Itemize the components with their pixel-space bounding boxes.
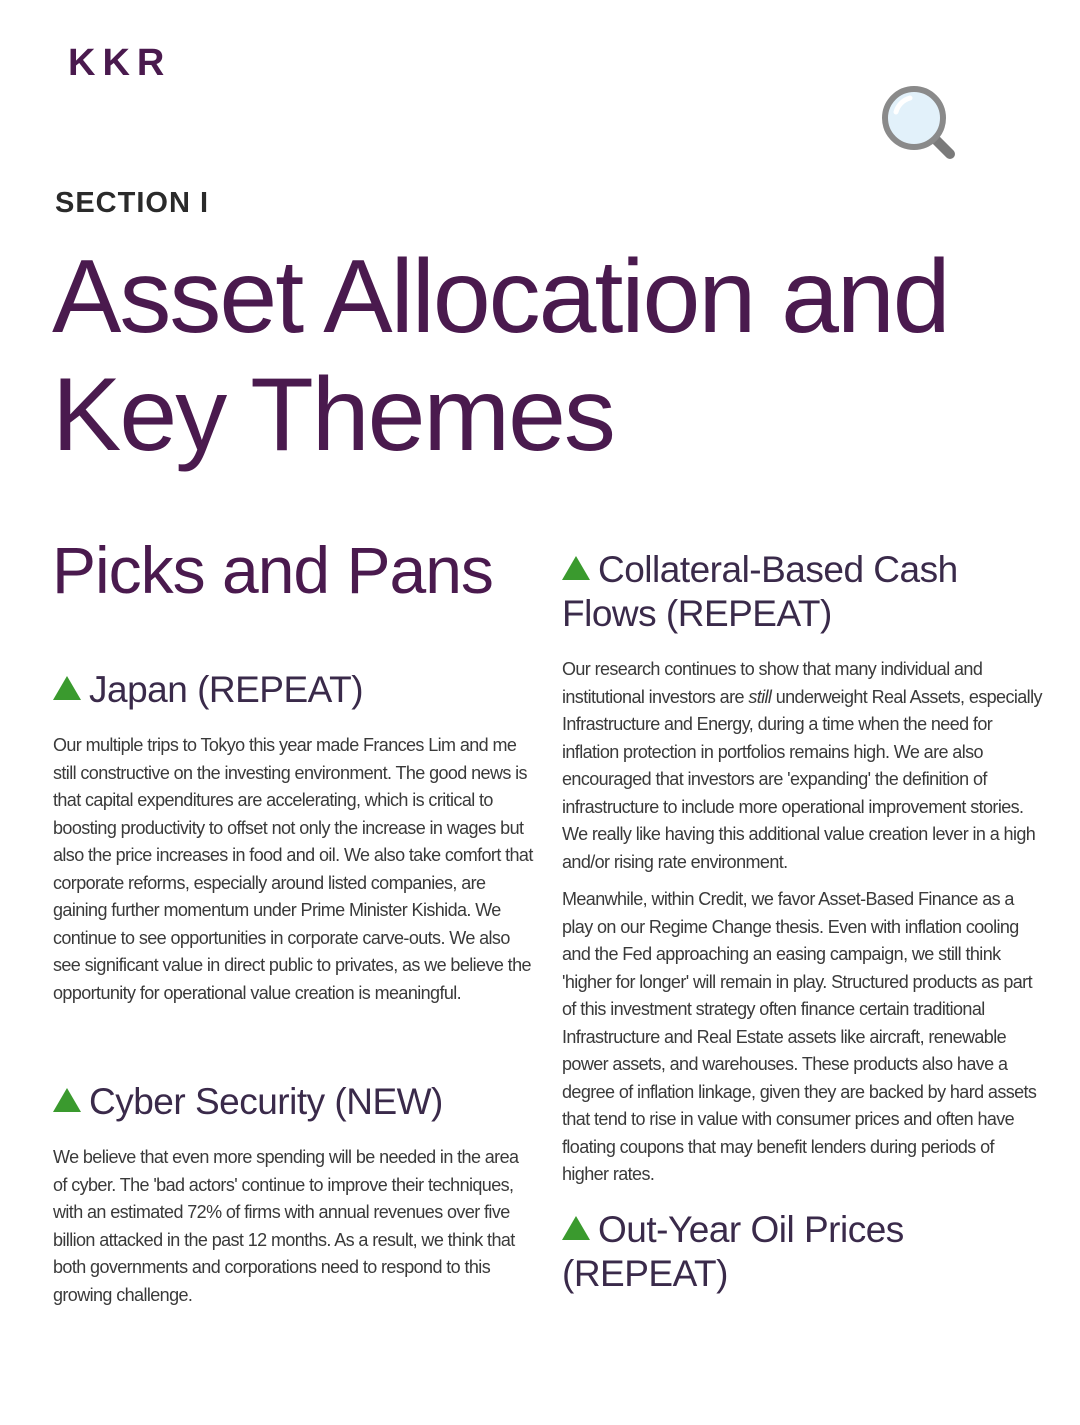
japan-heading [53,668,533,712]
oil-heading-line-2: (REPEAT) [562,1253,728,1294]
collateral-body-2: Meanwhile, within Credit, we favor Asset-Based Finance as a play on our Regime Change thesis. Even with inflation cooling and the Fed approaching an easing campaign, we still think 'higher for longer' will remain in play. Structured products as part of this investment strategy often finance certain traditional Infrastructure and Real Estate assets like aircraft, renewable power assets, and warehouses. These products also have a degree of inflation linkage, given they are backed by hard assets that tend to rise in value with consumer prices and often have floating coupons that may benefit lenders during periods of higher rates. [562,889,1037,1184]
collateral-heading [562,548,1044,636]
collateral-body-1 [562,656,1044,876]
kkr-logo: KKR [68,42,172,84]
collateral-section [562,548,1044,1189]
oil-heading [562,1208,1044,1296]
collateral-body-1-a: Our research continues to show that many individual and institutional investors are [562,659,983,707]
title-line-2: Key Themes [52,357,614,473]
collateral-body-1-b: underweight Real Assets, especially Infrastructure and Energy, during a time when the need for inflation protection in portfolios remains high. We are also encouraged that investors are 'expanding' the definition of infrastructure to include more operational improvement stories. We really like having this additional value creation lever in a high and/or rising rate environment. [562,686,1042,872]
picks-and-pans-heading: Picks and Pans [52,533,493,607]
oil-heading-line-1: Out-Year Oil Prices [598,1209,904,1250]
page-title [52,238,1052,474]
japan-section [53,668,533,1007]
up-triangle-icon [53,676,81,700]
title-line-1: Asset Allocation and [52,239,949,355]
collateral-heading-line-1: Collateral-Based Cash [598,549,958,590]
cyber-heading-text: Cyber Security (NEW) [89,1081,443,1122]
oil-section [562,1208,1044,1296]
cyber-body: We believe that even more spending will be needed in the area of cyber. The 'bad actors' continue to improve their techniques, with an estimated 72% of firms with annual revenues over five billion attacked in the past 12 months. As a result, we think that both governments and corporations need to respond to this growing challenge. [53,1147,519,1305]
cyber-heading [53,1080,533,1124]
japan-body: Our multiple trips to Tokyo this year made Frances Lim and me still constructive on the investing environment. The good news is that capital expenditures are accelerating, which is critical to boosting productivity to offset not only the increase in wages but also the price increases in food and oil. We also take comfort that corporate reforms, especially around listed companies, are gaining further momentum under Prime Minister Kishida. We continue to see opportunities in corporate carve-outs. We also see significant value in direct public to privates, as we believe the opportunity for operational value creation is meaningful. [53,735,533,1003]
zoom-button[interactable] [878,82,962,166]
cyber-section [53,1080,533,1309]
collateral-heading-line-2: Flows (REPEAT) [562,593,832,634]
section-label: SECTION I [55,187,210,219]
up-triangle-icon [562,1216,590,1240]
up-triangle-icon [562,556,590,580]
japan-heading-text: Japan (REPEAT) [89,669,364,710]
collateral-body-1-em: still [748,686,772,707]
up-triangle-icon [53,1088,81,1112]
magnifier-icon [878,82,962,166]
